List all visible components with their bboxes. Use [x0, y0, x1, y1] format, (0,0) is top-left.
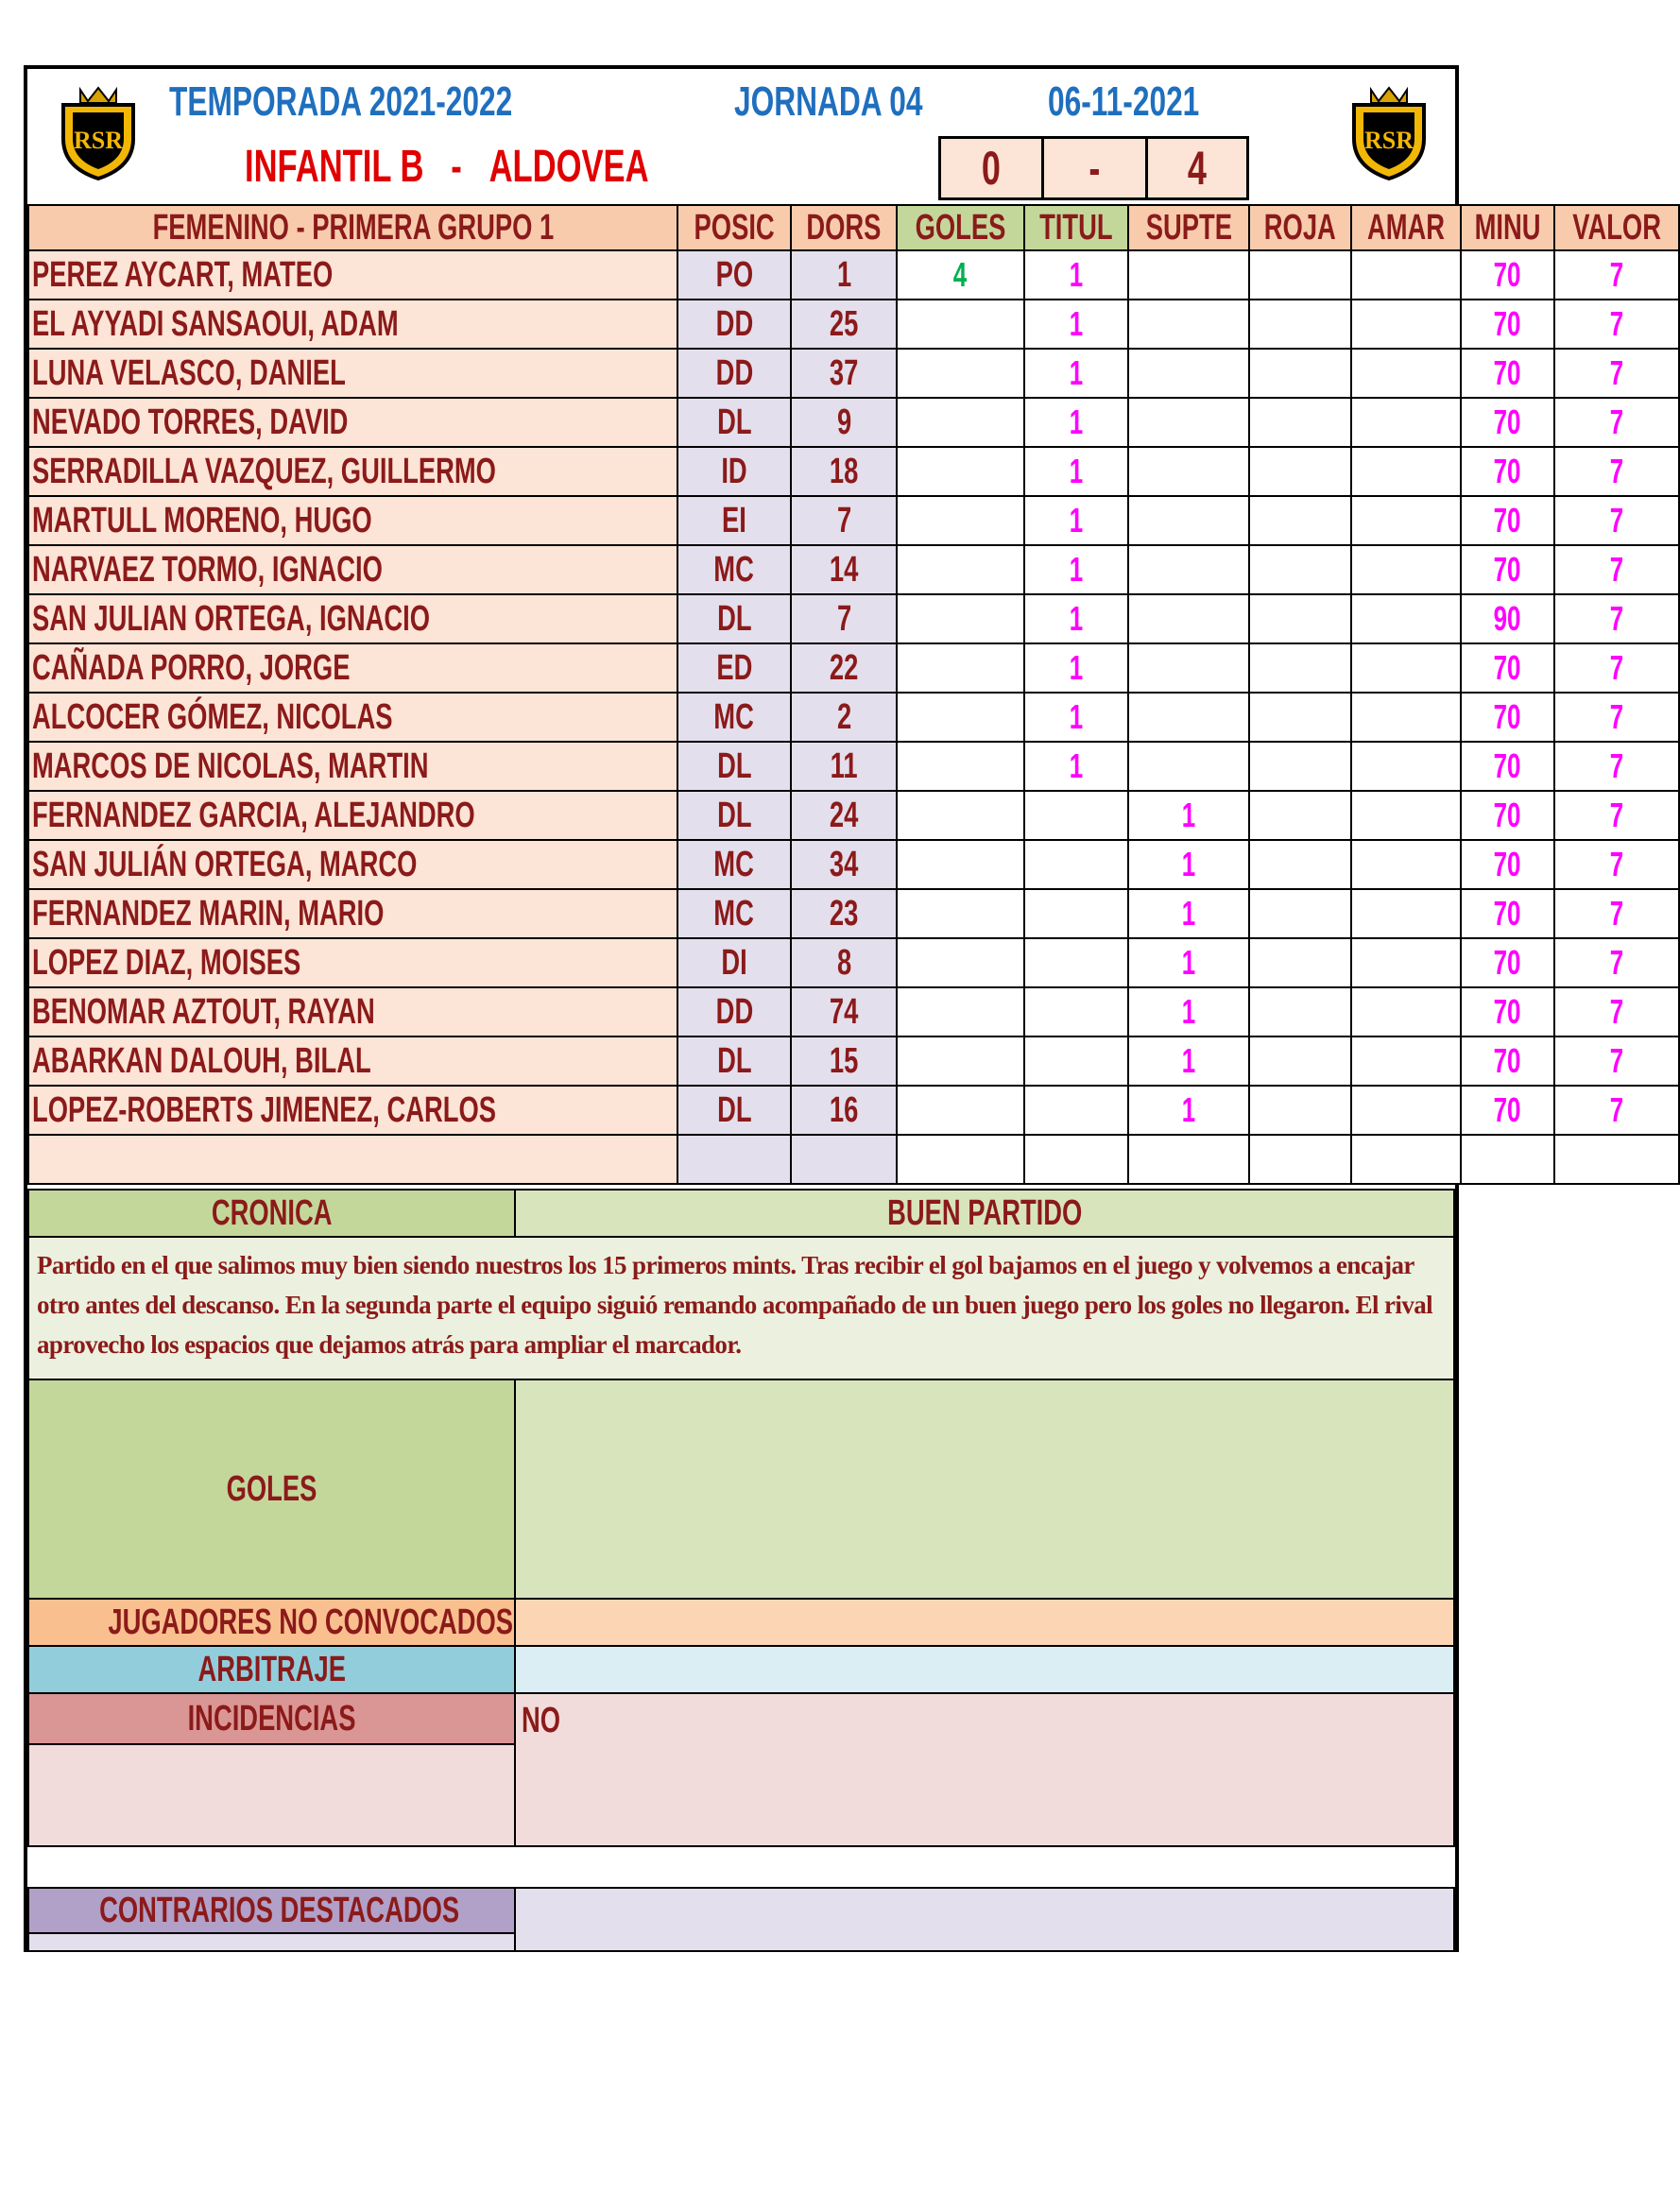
cronica-verdict: BUEN PARTIDO	[886, 1193, 1083, 1233]
cell-titul: 1	[1024, 545, 1128, 594]
cell-titul	[1024, 840, 1128, 889]
cell-titul: 1	[1024, 300, 1128, 349]
cell-goles	[897, 693, 1024, 742]
cell-goles	[897, 594, 1024, 643]
cell-valor: 7	[1554, 1086, 1679, 1135]
cell-name: SAN JULIAN ORTEGA, IGNACIO	[28, 594, 677, 643]
table-row	[28, 742, 1679, 791]
cell-titul: 1	[1024, 643, 1128, 693]
cell-name: ABARKAN DALOUH, BILAL	[28, 1036, 677, 1086]
cell-pos: MC	[677, 545, 791, 594]
cell-dors	[791, 1135, 897, 1184]
cell-dors: 7	[791, 594, 897, 643]
cell-pos: EI	[677, 496, 791, 545]
cell-roja	[1249, 643, 1351, 693]
arbitraje-label: ARBITRAJE	[197, 1650, 346, 1689]
cell-amar	[1351, 938, 1461, 987]
cronica-text: Partido en el que salimos muy bien siendo nuestros los 15 primeros mints. Tras recibir el gol bajamos en el juego y volvemos a encajar otro antes del descanso. En la segunda parte el equipo siguió remando acompañado de un buen juego pero los goles no llegaron. El rival aprovecho los espacios que dejamos atrás para ampliar el marcador.	[37, 1251, 1433, 1359]
cell-goles	[897, 496, 1024, 545]
table-row	[28, 545, 1679, 594]
cell-supte	[1128, 349, 1250, 398]
table-row	[28, 938, 1679, 987]
col-header-roja: ROJA	[1249, 205, 1351, 250]
cell-titul	[1024, 1086, 1128, 1135]
no-convocados-value-cell	[514, 1598, 1455, 1647]
cell-name: SAN JULIÁN ORTEGA, MARCO	[28, 840, 677, 889]
table-row	[28, 643, 1679, 693]
cell-name: LOPEZ DIAZ, MOISES	[28, 938, 677, 987]
table-row	[28, 1135, 1679, 1184]
cell-amar	[1351, 840, 1461, 889]
cell-goles	[897, 840, 1024, 889]
cell-minu: 70	[1461, 1086, 1554, 1135]
cell-supte	[1128, 693, 1250, 742]
cell-dors: 1	[791, 250, 897, 300]
cell-valor: 7	[1554, 987, 1679, 1036]
table-row	[28, 447, 1679, 496]
cell-name: MARCOS DE NICOLAS, MARTIN	[28, 742, 677, 791]
incidencias-label-cell	[27, 1692, 516, 1745]
cell-titul: 1	[1024, 250, 1128, 300]
cell-valor: 7	[1554, 250, 1679, 300]
cell-pos	[677, 1135, 791, 1184]
cell-pos: PO	[677, 250, 791, 300]
cell-goles	[897, 742, 1024, 791]
cell-minu: 70	[1461, 889, 1554, 938]
cell-goles	[897, 643, 1024, 693]
contrarios-value-cell	[514, 1887, 1455, 1952]
cell-roja	[1249, 1036, 1351, 1086]
cell-dors: 9	[791, 398, 897, 447]
home-team: INFANTIL B	[245, 142, 424, 192]
cell-supte	[1128, 496, 1250, 545]
cell-dors: 2	[791, 693, 897, 742]
cell-supte	[1128, 447, 1250, 496]
cell-roja	[1249, 987, 1351, 1036]
cell-minu: 70	[1461, 938, 1554, 987]
logo-text: RSR	[73, 127, 124, 154]
cell-pos: DD	[677, 300, 791, 349]
col-header-amar: AMAR	[1351, 205, 1461, 250]
cell-valor: 7	[1554, 840, 1679, 889]
cell-valor: 7	[1554, 791, 1679, 840]
cell-amar	[1351, 496, 1461, 545]
cell-supte	[1128, 250, 1250, 300]
cell-amar	[1351, 987, 1461, 1036]
cell-name: FERNANDEZ GARCIA, ALEJANDRO	[28, 791, 677, 840]
goles-value-cell	[514, 1379, 1455, 1600]
cell-minu: 70	[1461, 693, 1554, 742]
cell-pos: DL	[677, 791, 791, 840]
cell-dors: 22	[791, 643, 897, 693]
table-row	[28, 889, 1679, 938]
cell-minu: 70	[1461, 496, 1554, 545]
teams-separator: -	[451, 142, 462, 192]
cell-minu: 70	[1461, 1036, 1554, 1086]
cell-dors: 11	[791, 742, 897, 791]
score-home: 0	[938, 136, 1044, 200]
table-row	[28, 987, 1679, 1036]
no-convocados-label: JUGADORES NO CONVOCADOS	[108, 1602, 514, 1642]
cell-supte	[1128, 398, 1250, 447]
cell-pos: DL	[677, 594, 791, 643]
away-team: ALDOVEA	[489, 142, 649, 192]
table-row	[28, 1086, 1679, 1135]
table-row	[28, 594, 1679, 643]
cell-roja	[1249, 742, 1351, 791]
cell-goles	[897, 398, 1024, 447]
cell-supte: 1	[1128, 1036, 1250, 1086]
cell-goles	[897, 938, 1024, 987]
table-row	[28, 1036, 1679, 1086]
cell-dors: 34	[791, 840, 897, 889]
cell-pos: ED	[677, 643, 791, 693]
cell-minu: 70	[1461, 840, 1554, 889]
cell-roja	[1249, 300, 1351, 349]
cell-titul: 1	[1024, 594, 1128, 643]
cell-roja	[1249, 594, 1351, 643]
cell-titul	[1024, 889, 1128, 938]
cell-pos: DL	[677, 1036, 791, 1086]
cell-dors: 8	[791, 938, 897, 987]
cell-titul: 1	[1024, 693, 1128, 742]
col-header-minu: MINU	[1461, 205, 1554, 250]
cell-roja	[1249, 1135, 1351, 1184]
cell-pos: ID	[677, 447, 791, 496]
cell-name: BENOMAR AZTOUT, RAYAN	[28, 987, 677, 1036]
table-row	[28, 398, 1679, 447]
col-header-goles: GOLES	[897, 205, 1024, 250]
cell-dors: 24	[791, 791, 897, 840]
col-header-supte: SUPTE	[1128, 205, 1250, 250]
cell-goles	[897, 791, 1024, 840]
cronica-text-cell	[27, 1236, 1455, 1380]
cell-dors: 15	[791, 1036, 897, 1086]
cell-pos: DI	[677, 938, 791, 987]
cell-supte	[1128, 643, 1250, 693]
roster-table	[27, 204, 1680, 1185]
cell-valor: 7	[1554, 889, 1679, 938]
cell-supte	[1128, 742, 1250, 791]
cell-dors: 74	[791, 987, 897, 1036]
cell-roja	[1249, 250, 1351, 300]
cell-supte: 1	[1128, 1086, 1250, 1135]
cell-supte: 1	[1128, 840, 1250, 889]
cell-name: FERNANDEZ MARIN, MARIO	[28, 889, 677, 938]
cell-valor: 7	[1554, 496, 1679, 545]
cell-supte: 1	[1128, 987, 1250, 1036]
cell-amar	[1351, 398, 1461, 447]
cell-minu: 90	[1461, 594, 1554, 643]
cell-titul	[1024, 1135, 1128, 1184]
contrarios-blank-cell	[27, 1932, 516, 1952]
score-away: 4	[1145, 136, 1249, 200]
cell-goles: 4	[897, 250, 1024, 300]
cell-goles	[897, 447, 1024, 496]
season-title: TEMPORADA 2021-2022	[169, 78, 513, 125]
cell-pos: DD	[677, 349, 791, 398]
col-header-dors: DORS	[791, 205, 897, 250]
cell-roja	[1249, 840, 1351, 889]
col-header-titul: TITUL	[1024, 205, 1128, 250]
matchday-title: JORNADA 04	[734, 78, 923, 125]
cell-name	[28, 1135, 677, 1184]
cell-minu: 70	[1461, 349, 1554, 398]
cell-valor: 7	[1554, 349, 1679, 398]
incidencias-label: INCIDENCIAS	[187, 1699, 356, 1739]
cell-goles	[897, 1086, 1024, 1135]
cell-pos: MC	[677, 840, 791, 889]
cronica-label-cell	[27, 1189, 516, 1238]
cell-titul: 1	[1024, 496, 1128, 545]
cell-dors: 18	[791, 447, 897, 496]
cell-amar	[1351, 693, 1461, 742]
cell-roja	[1249, 791, 1351, 840]
table-row	[28, 840, 1679, 889]
cell-valor: 7	[1554, 693, 1679, 742]
cell-name: MARTULL MORENO, HUGO	[28, 496, 677, 545]
table-row	[28, 250, 1679, 300]
cell-supte: 1	[1128, 889, 1250, 938]
cell-minu: 70	[1461, 643, 1554, 693]
cell-pos: MC	[677, 693, 791, 742]
cell-valor: 7	[1554, 594, 1679, 643]
cell-pos: DL	[677, 398, 791, 447]
roster-header-row	[28, 205, 1679, 250]
contrarios-label: CONTRARIOS DESTACADOS	[99, 1891, 460, 1930]
cell-pos: DD	[677, 987, 791, 1036]
cell-supte	[1128, 1135, 1250, 1184]
cell-dors: 23	[791, 889, 897, 938]
cell-minu: 70	[1461, 447, 1554, 496]
table-row	[28, 349, 1679, 398]
cell-valor: 7	[1554, 643, 1679, 693]
match-report-sheet	[24, 65, 1661, 1952]
club-logo-right-icon	[1345, 84, 1433, 182]
cell-roja	[1249, 545, 1351, 594]
cell-roja	[1249, 496, 1351, 545]
cell-minu: 70	[1461, 250, 1554, 300]
cell-name: NARVAEZ TORMO, IGNACIO	[28, 545, 677, 594]
cell-valor	[1554, 1135, 1679, 1184]
cell-minu: 70	[1461, 398, 1554, 447]
incidencias-value-cell	[514, 1692, 1455, 1847]
cell-goles	[897, 1036, 1024, 1086]
cell-amar	[1351, 594, 1461, 643]
cell-valor: 7	[1554, 300, 1679, 349]
match-teams	[245, 141, 806, 194]
cell-pos: DL	[677, 742, 791, 791]
cell-minu: 70	[1461, 791, 1554, 840]
cell-titul: 1	[1024, 398, 1128, 447]
logo-text: RSR	[1363, 127, 1414, 154]
cell-amar	[1351, 349, 1461, 398]
cell-amar	[1351, 300, 1461, 349]
cell-amar	[1351, 889, 1461, 938]
cell-valor: 7	[1554, 398, 1679, 447]
table-row	[28, 300, 1679, 349]
cell-minu: 70	[1461, 300, 1554, 349]
cell-name: LUNA VELASCO, DANIEL	[28, 349, 677, 398]
cell-titul: 1	[1024, 742, 1128, 791]
contrarios-label-cell	[27, 1887, 516, 1934]
cell-amar	[1351, 447, 1461, 496]
cell-minu: 70	[1461, 545, 1554, 594]
cell-titul	[1024, 1036, 1128, 1086]
cell-name: ALCOCER GÓMEZ, NICOLAS	[28, 693, 677, 742]
cell-titul	[1024, 791, 1128, 840]
cell-name: EL AYYADI SANSAOUI, ADAM	[28, 300, 677, 349]
cell-valor: 7	[1554, 447, 1679, 496]
table-row	[28, 496, 1679, 545]
cell-amar	[1351, 643, 1461, 693]
cell-roja	[1249, 938, 1351, 987]
cell-goles	[897, 1135, 1024, 1184]
cell-name: CAÑADA PORRO, JORGE	[28, 643, 677, 693]
goles-label-cell	[27, 1379, 516, 1600]
col-header-posic: POSIC	[677, 205, 791, 250]
cell-dors: 16	[791, 1086, 897, 1135]
cell-name: LOPEZ-ROBERTS JIMENEZ, CARLOS	[28, 1086, 677, 1135]
cell-minu: 70	[1461, 987, 1554, 1036]
cell-supte: 1	[1128, 791, 1250, 840]
col-header-valor: VALOR	[1554, 205, 1679, 250]
cell-amar	[1351, 1086, 1461, 1135]
cell-minu: 70	[1461, 742, 1554, 791]
cronica-label: CRONICA	[211, 1193, 333, 1233]
incidencias-value: NO	[522, 1701, 561, 1740]
cell-titul	[1024, 987, 1128, 1036]
cell-goles	[897, 545, 1024, 594]
cell-amar	[1351, 791, 1461, 840]
cell-valor: 7	[1554, 1036, 1679, 1086]
incidencias-blank-cell	[27, 1743, 516, 1847]
cell-valor: 7	[1554, 545, 1679, 594]
cell-roja	[1249, 447, 1351, 496]
col-header-division: FEMENINO - PRIMERA GRUPO 1	[28, 205, 677, 250]
cell-titul: 1	[1024, 349, 1128, 398]
cell-amar	[1351, 1036, 1461, 1086]
cell-supte	[1128, 545, 1250, 594]
cell-supte: 1	[1128, 938, 1250, 987]
cell-amar	[1351, 1135, 1461, 1184]
cell-name: SERRADILLA VAZQUEZ, GUILLERMO	[28, 447, 677, 496]
cell-amar	[1351, 742, 1461, 791]
cell-goles	[897, 300, 1024, 349]
cell-name: PEREZ AYCART, MATEO	[28, 250, 677, 300]
cell-supte	[1128, 594, 1250, 643]
table-row	[28, 693, 1679, 742]
cell-roja	[1249, 889, 1351, 938]
cell-supte	[1128, 300, 1250, 349]
cell-name: NEVADO TORRES, DAVID	[28, 398, 677, 447]
cell-titul	[1024, 938, 1128, 987]
cell-titul: 1	[1024, 447, 1128, 496]
cell-roja	[1249, 1086, 1351, 1135]
cronica-verdict-cell	[514, 1189, 1455, 1238]
cell-dors: 14	[791, 545, 897, 594]
goles-label: GOLES	[226, 1469, 317, 1509]
arbitraje-label-cell	[27, 1645, 516, 1694]
club-logo-left-icon	[54, 84, 143, 182]
cell-goles	[897, 349, 1024, 398]
score-separator: -	[1041, 136, 1148, 200]
cell-minu	[1461, 1135, 1554, 1184]
cell-roja	[1249, 398, 1351, 447]
cell-dors: 37	[791, 349, 897, 398]
match-date: 06-11-2021	[1048, 78, 1200, 125]
no-convocados-label-cell	[27, 1598, 516, 1647]
cell-pos: MC	[677, 889, 791, 938]
cell-valor: 7	[1554, 938, 1679, 987]
cell-dors: 7	[791, 496, 897, 545]
cell-amar	[1351, 545, 1461, 594]
cell-pos: DL	[677, 1086, 791, 1135]
cell-goles	[897, 889, 1024, 938]
cell-roja	[1249, 349, 1351, 398]
cell-dors: 25	[791, 300, 897, 349]
table-row	[28, 791, 1679, 840]
arbitraje-value-cell	[514, 1645, 1455, 1694]
cell-valor: 7	[1554, 742, 1679, 791]
cell-goles	[897, 987, 1024, 1036]
cell-roja	[1249, 693, 1351, 742]
cell-amar	[1351, 250, 1461, 300]
